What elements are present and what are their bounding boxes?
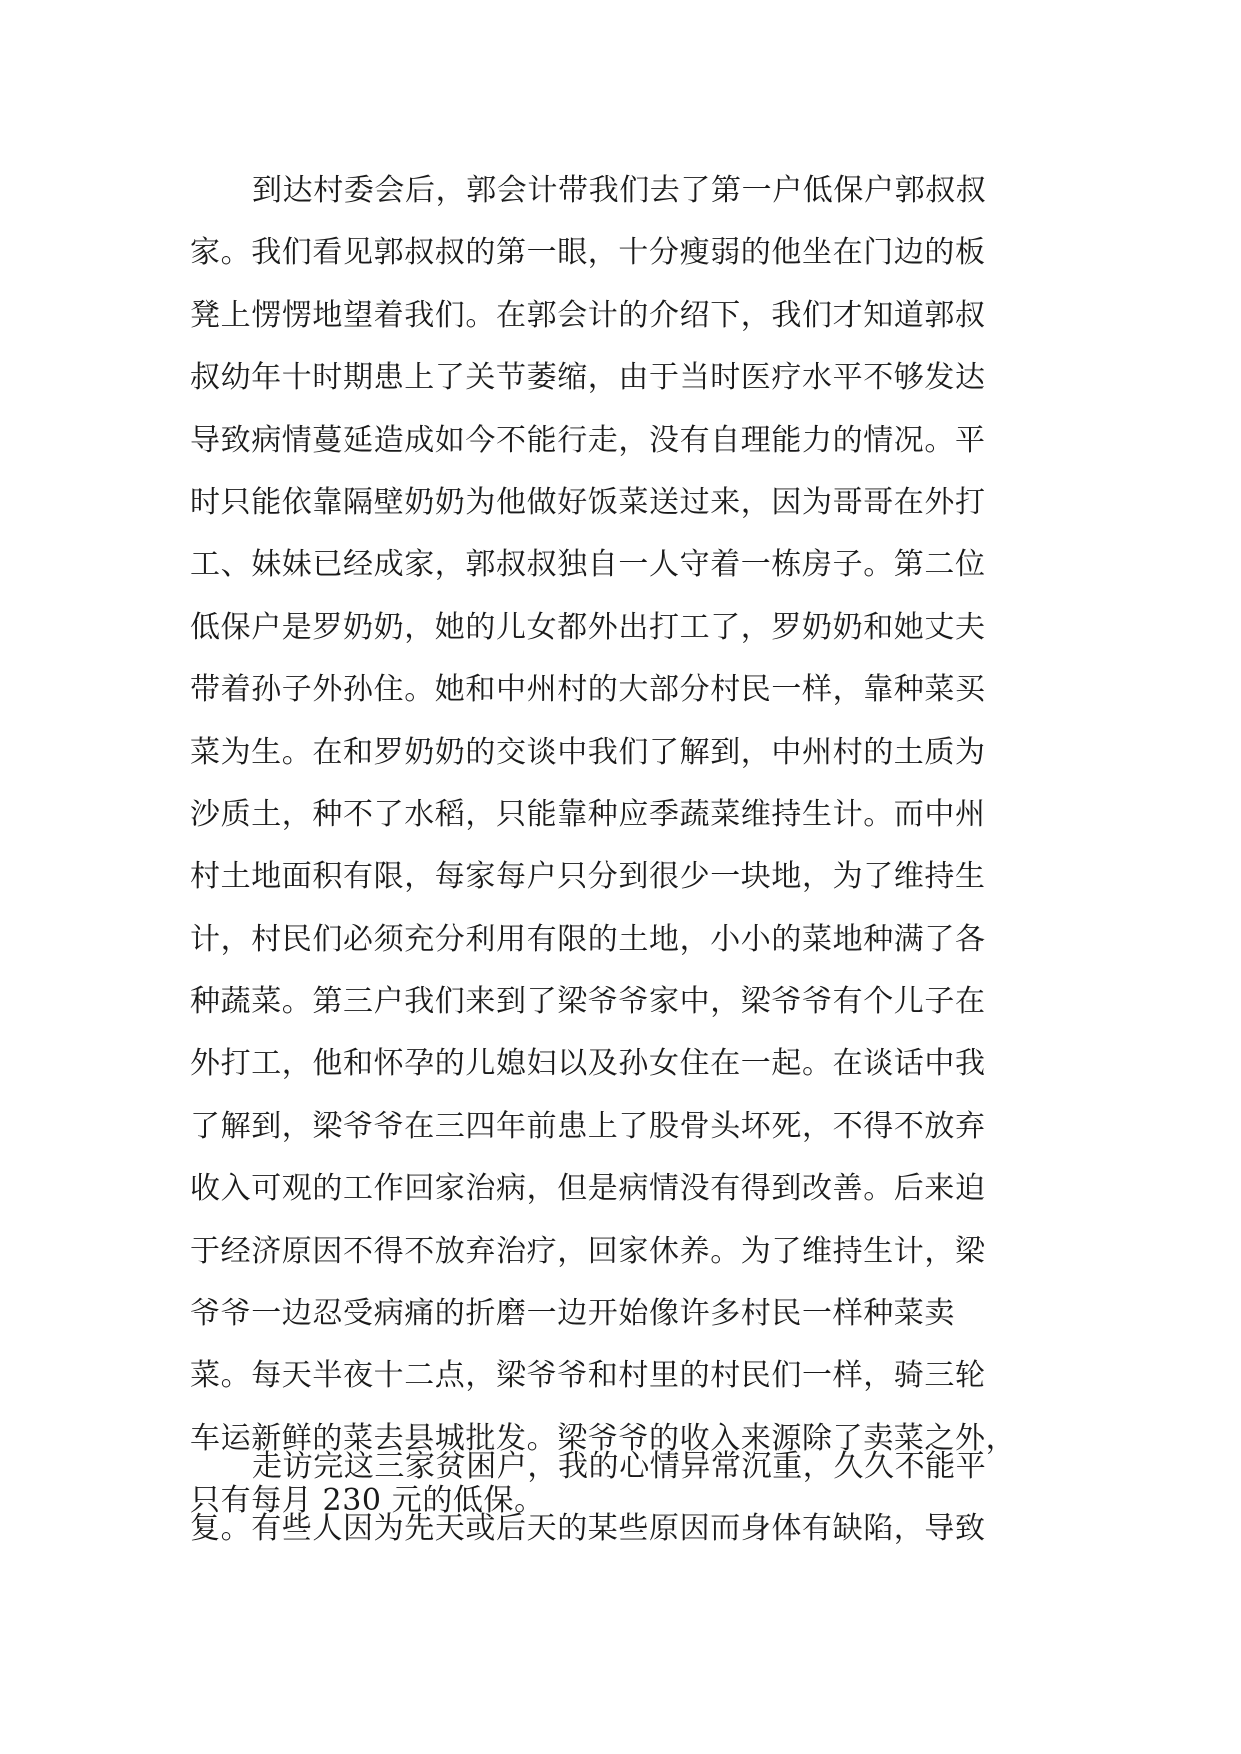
paragraph-line: 菜。每天半夜十二点，梁爷爷和村里的村民们一样，骑三轮 [190, 1358, 986, 1394]
paragraph-line: 菜为生。在和罗奶奶的交谈中我们了解到，中州村的土质为 [190, 734, 986, 770]
paragraph-line: 复。有些人因为先天或后天的某些原因而身体有缺陷，导致 [190, 1511, 986, 1547]
paragraph-line: 到达村委会后，郭会计带我们去了第一户低保户郭叔叔 [252, 173, 987, 208]
paragraph-2 [190, 1436, 1050, 1561]
paragraph-line: 爷爷一边忍受病痛的折磨一边开始像许多村民一样种菜卖 [190, 1296, 955, 1332]
paragraph-line: 凳上愣愣地望着我们。在郭会计的介绍下，我们才知道郭叔 [190, 297, 986, 333]
paragraph-line: 车运新鲜的菜去县城批发。梁爷爷的收入来源除了卖菜之外， [190, 1420, 1017, 1456]
paragraph-1 [190, 160, 1050, 1533]
paragraph-line: 种蔬菜。第三户我们来到了梁爷爷家中，梁爷爷有个儿子在 [190, 984, 986, 1020]
paragraph-line: 了解到，梁爷爷在三四年前患上了股骨头坏死，不得不放弃 [190, 1108, 986, 1144]
paragraph-line: 村土地面积有限，每家每户只分到很少一块地，为了维持生 [190, 859, 986, 895]
paragraph-line: 带着孙子外孙住。她和中州村的大部分村民一样，靠种菜买 [190, 672, 986, 708]
paragraph-line: 工、妹妹已经成家，郭叔叔独自一人守着一栋房子。第二位 [190, 547, 986, 583]
paragraph-line: 沙质土，种不了水稻，只能靠种应季蔬菜维持生计。而中州 [190, 796, 986, 832]
paragraph-line: 计，村民们必须充分利用有限的土地，小小的菜地种满了各 [190, 921, 986, 957]
paragraph-line: 收入可观的工作回家治病，但是病情没有得到改善。后来迫 [190, 1171, 986, 1207]
paragraph-line: 时只能依靠隔壁奶奶为他做好饭菜送过来，因为哥哥在外打 [190, 484, 986, 520]
paragraph-line: 外打工，他和怀孕的儿媳妇以及孙女住在一起。在谈话中我 [190, 1046, 986, 1082]
paragraph-line: 于经济原因不得不放弃治疗，回家休养。为了维持生计，梁 [190, 1233, 986, 1269]
paragraph-line: 只有每月 230 元的低保。 [190, 1483, 545, 1519]
paragraph-line: 低保户是罗奶奶，她的儿女都外出打工了，罗奶奶和她丈夫 [190, 609, 986, 645]
paragraph-line: 走访完这三家贫困户，我的心情异常沉重，久久不能平 [252, 1449, 987, 1484]
paragraph-line: 导致病情蔓延造成如今不能行走，没有自理能力的情况。平 [190, 422, 986, 458]
paragraph-line: 家。我们看见郭叔叔的第一眼，十分瘦弱的他坐在门边的板 [190, 235, 986, 271]
paragraph-line: 叔幼年十时期患上了关节萎缩，由于当时医疗水平不够发达 [190, 360, 986, 396]
